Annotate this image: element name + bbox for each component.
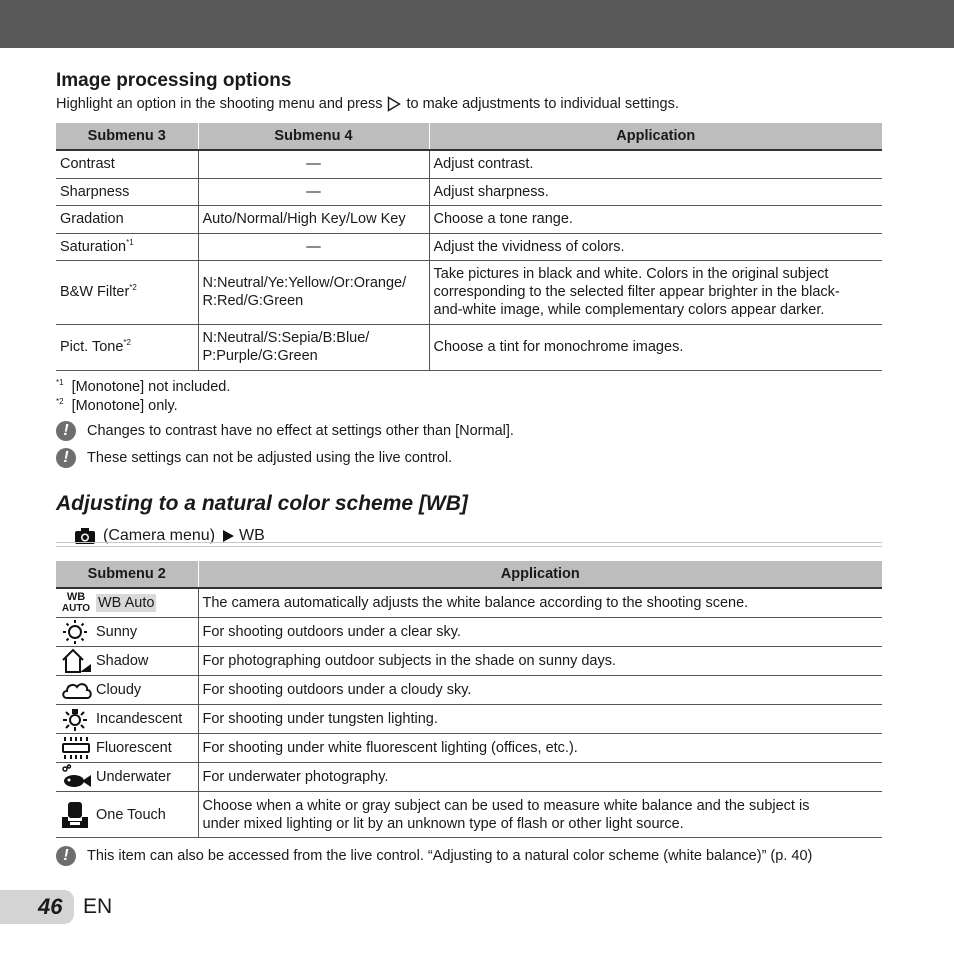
submenu4-cell: [198, 324, 429, 370]
submenu4-line: R:Red/G:Green: [202, 293, 304, 309]
table-row: [56, 734, 882, 763]
intro-text-before: Highlight an option in the shooting menu and press: [56, 96, 383, 112]
incandescent-icon: [60, 705, 96, 733]
note-text: This item can also be accessed from the live control. “Adjusting to a natural color scheme (white balance)” (p. 40): [87, 848, 813, 864]
application-cell: Adjust sharpness.: [429, 178, 882, 205]
underwater-icon: [60, 763, 96, 791]
right-arrow-outline-icon: [387, 96, 401, 112]
application-line: Choose when a white or gray subject can be used to measure white balance and the subject is: [202, 797, 810, 814]
one-touch-icon: [60, 801, 96, 829]
column-header: Application: [198, 561, 882, 588]
submenu3-cell: [56, 324, 198, 370]
submenu3-cell: [56, 260, 198, 324]
table-row: [56, 588, 882, 618]
menu-path-text: (Camera menu): [103, 527, 216, 544]
footnote-mark: *2: [129, 283, 137, 292]
submenu3-cell: [56, 233, 198, 260]
wb-option-label: Incandescent: [96, 711, 183, 727]
page-number-box: [0, 890, 74, 924]
table-row: [56, 618, 882, 647]
table-row: [56, 763, 882, 792]
table-header-row: [56, 561, 882, 588]
footnote-text: [Monotone] only.: [71, 398, 178, 414]
wb-option-label: WB Auto: [98, 595, 155, 611]
column-header: Submenu 4: [198, 123, 429, 150]
submenu3-label: Saturation: [60, 238, 127, 255]
wb-option-label: Fluorescent: [96, 740, 172, 756]
caution-icon: !: [56, 421, 76, 441]
application-cell: For shooting under white fluorescent lighting (offices, etc.).: [198, 734, 882, 763]
divider: [56, 542, 882, 543]
white-balance-table: [56, 561, 882, 838]
wb-option-label: Sunny: [96, 624, 138, 640]
application-cell: For shooting outdoors under a cloudy sky.: [198, 676, 882, 705]
submenu4-cell: —: [198, 178, 429, 205]
application-cell: Adjust the vividness of colors.: [429, 233, 882, 260]
application-cell: For underwater photography.: [198, 763, 882, 792]
column-header: Submenu 3: [56, 123, 198, 150]
submenu4-line: P:Purple/G:Green: [202, 348, 318, 364]
table-row: [56, 676, 882, 705]
application-line: Take pictures in black and white. Colors in the original subject: [433, 266, 829, 282]
wb-auto-icon: [60, 589, 96, 617]
table-row: [56, 324, 882, 370]
submenu2-cell: [56, 588, 198, 618]
shadow-icon: [60, 647, 96, 675]
table-row: [56, 205, 882, 233]
wb-option-label: Shadow: [96, 653, 149, 669]
application-cell: For shooting under tungsten lighting.: [198, 705, 882, 734]
application-line: corresponding to the selected filter appear brighter in the black-: [433, 284, 840, 300]
table-row: [56, 792, 882, 838]
submenu3-label: Contrast: [60, 156, 115, 173]
application-cell: The camera automatically adjusts the white balance according to the shooting scene.: [198, 588, 882, 618]
menu-item-text: WB: [239, 527, 265, 544]
submenu2-cell: [56, 705, 198, 734]
submenu4-cell: [198, 260, 429, 324]
column-header: Submenu 2: [56, 561, 198, 588]
footnote-mark: *1: [126, 237, 134, 247]
submenu3-cell: [56, 205, 198, 233]
submenu3-label: Sharpness: [60, 183, 130, 200]
wb-auto-icon-text: AUTO: [61, 603, 91, 614]
application-line: under mixed lighting or lit by an unknown type of flash or other light source.: [202, 815, 684, 832]
cloudy-icon: [60, 676, 96, 704]
right-arrow-icon: [221, 529, 235, 543]
submenu3-label: Gradation: [60, 211, 124, 227]
caution-note: [56, 448, 452, 468]
footnote-mark: *2: [123, 338, 131, 347]
fluorescent-icon: [60, 734, 96, 762]
submenu4-cell: —: [198, 150, 429, 178]
column-header: Application: [429, 123, 882, 150]
intro-text-after: to make adjustments to individual settings.: [406, 96, 679, 112]
application-cell: For shooting outdoors under a clear sky.: [198, 618, 882, 647]
application-line: and-white image, while complementary colors appear darker.: [433, 302, 825, 318]
footnote: [56, 379, 230, 395]
caution-icon: !: [56, 448, 76, 468]
wb-option-label: Cloudy: [96, 682, 142, 698]
wb-auto-icon-text: WB: [66, 591, 86, 603]
submenu3-cell: [56, 150, 198, 178]
caution-note: [56, 421, 514, 441]
application-cell: Choose a tint for monochrome images.: [429, 324, 882, 370]
table-header-row: [56, 123, 882, 150]
submenu2-cell: [56, 618, 198, 647]
submenu3-label: B&W Filter: [60, 284, 130, 300]
submenu2-cell: [56, 647, 198, 676]
table-row: [56, 647, 882, 676]
submenu2-cell: [56, 763, 198, 792]
submenu4-line: N:Neutral/Ye:Yellow/Or:Orange/: [202, 275, 407, 291]
submenu3-cell: [56, 178, 198, 205]
language-code: EN: [83, 895, 113, 918]
submenu4-line: N:Neutral/S:Sepia/B:Blue/: [202, 330, 370, 346]
submenu3-label: Pict. Tone: [60, 339, 124, 355]
submenu2-cell: [56, 676, 198, 705]
table-row: [56, 233, 882, 260]
section-title-image-processing: Image processing options: [56, 70, 292, 91]
application-cell: Choose a tone range.: [429, 205, 882, 233]
sunny-icon: [60, 618, 96, 646]
note-text: Changes to contrast have no effect at settings other than [Normal].: [87, 423, 514, 439]
submenu4-cell: Auto/Normal/High Key/Low Key: [198, 205, 429, 233]
application-cell: [429, 260, 882, 324]
image-processing-table: [56, 123, 882, 371]
application-cell: Adjust contrast.: [429, 150, 882, 178]
divider: [56, 546, 882, 547]
wb-option-label: One Touch: [96, 806, 166, 823]
submenu2-cell: [56, 792, 198, 838]
submenu2-cell: [56, 734, 198, 763]
table-row: [56, 260, 882, 324]
footnote-mark: *2: [56, 397, 64, 406]
table-row: [56, 178, 882, 205]
submenu4-cell: —: [198, 233, 429, 260]
header-bar: [0, 0, 954, 48]
footnote: [56, 398, 178, 414]
section-title-wb: Adjusting to a natural color scheme [WB]: [56, 492, 468, 515]
table-row: [56, 705, 882, 734]
application-cell: For photographing outdoor subjects in the shade on sunny days.: [198, 647, 882, 676]
caution-icon: !: [56, 846, 76, 866]
application-cell: [198, 792, 882, 838]
footnote-mark: *1: [56, 378, 64, 387]
caution-note: [56, 846, 812, 866]
wb-option-label: Underwater: [96, 769, 171, 785]
section-intro: [56, 96, 679, 112]
table-row: [56, 150, 882, 178]
footnote-text: [Monotone] not included.: [71, 379, 231, 395]
note-text: These settings can not be adjusted using the live control.: [87, 450, 453, 466]
page-number: 46: [38, 894, 63, 919]
